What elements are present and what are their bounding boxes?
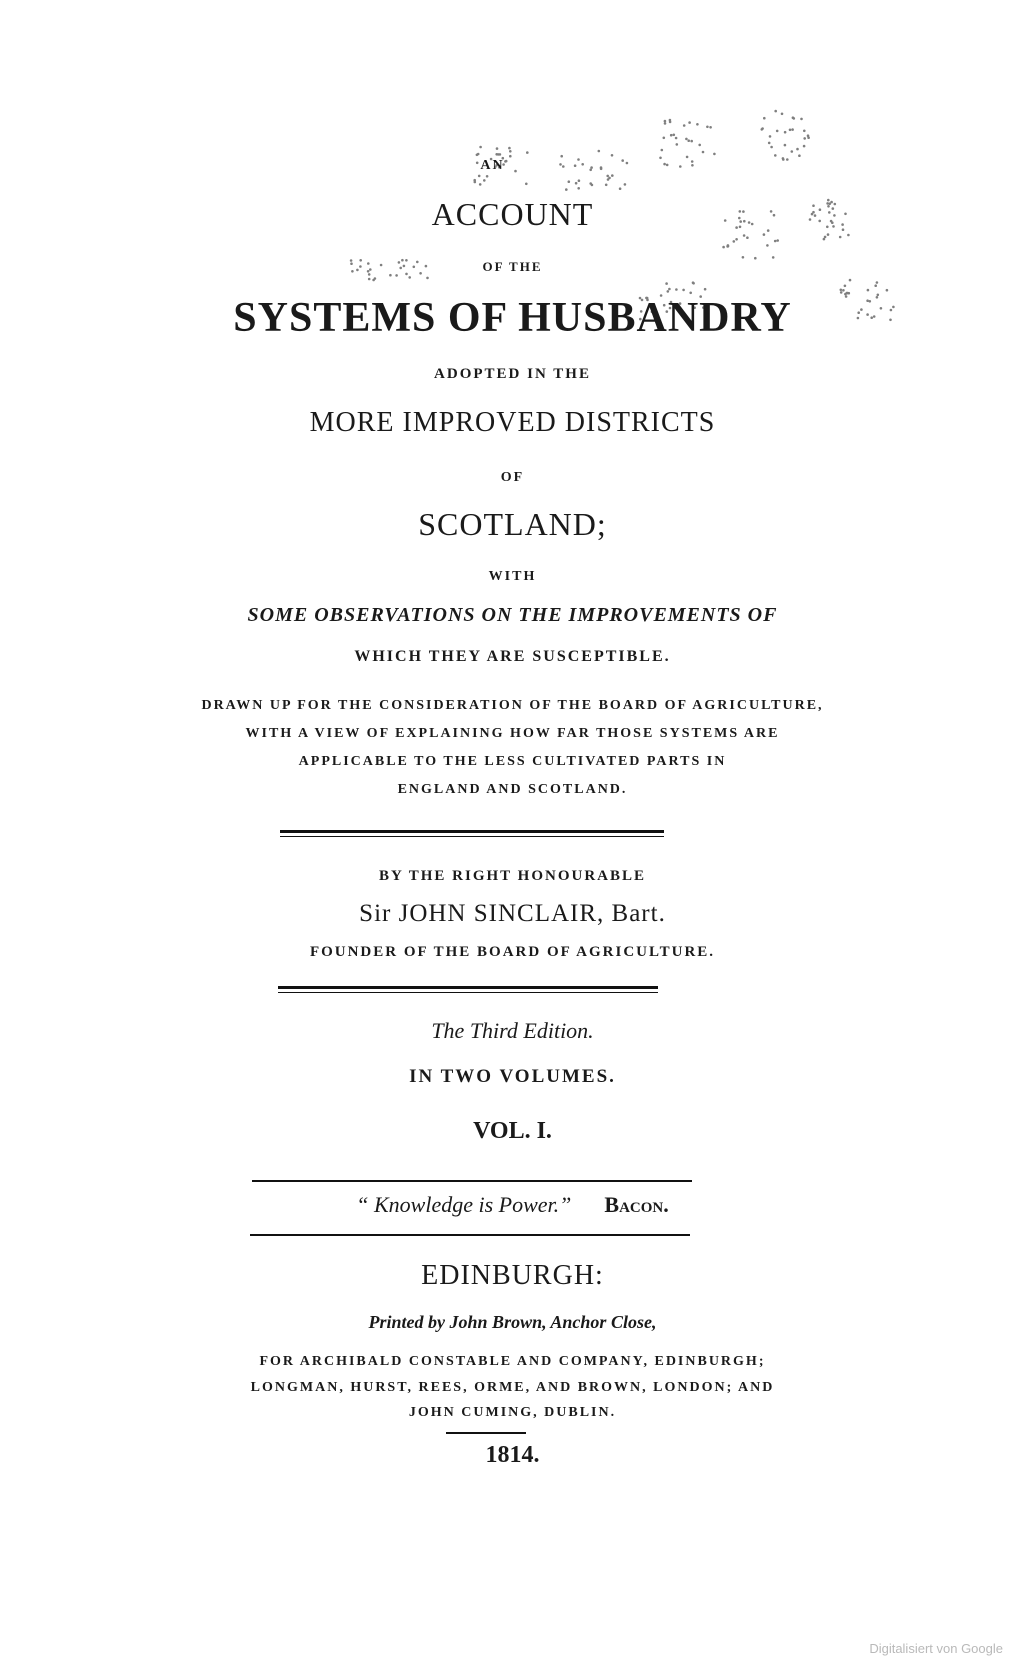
by-line: BY THE RIGHT HONOURABLE — [378, 868, 647, 884]
author-name: Sir JOHN SINCLAIR, Bart. — [359, 900, 666, 927]
digitization-watermark: Digitalisiert von Google — [869, 1641, 1003, 1656]
title-of-the: OF THE — [482, 259, 543, 274]
imprint-printer: Printed by John Brown, Anchor Close, — [368, 1312, 657, 1332]
drawn-line-3: APPLICABLE TO THE LESS CULTIVATED PARTS IN — [298, 754, 727, 769]
imprint-city: EDINBURGH: — [421, 1260, 604, 1291]
title-observations: SOME OBSERVATIONS ON THE IMPROVEMENTS OF — [247, 604, 778, 626]
title-adopted: ADOPTED IN THE — [434, 366, 591, 382]
drawn-line-1: DRAWN UP FOR THE CONSIDERATION OF THE BOARD OF AGRICULTURE, — [201, 698, 824, 713]
title-scotland: SCOTLAND; — [418, 506, 607, 542]
drawn-line-2: WITH A VIEW OF EXPLAINING HOW FAR THOSE SYSTEMS ARE — [245, 726, 780, 741]
title-systems: SYSTEMS OF HUSBANDRY — [233, 295, 792, 341]
divider-3 — [252, 1180, 692, 1182]
motto-author: Bacon. — [604, 1192, 669, 1217]
founder-line: FOUNDER OF THE BOARD OF AGRICULTURE. — [309, 944, 716, 960]
volume-number: VOL. I. — [473, 1118, 552, 1144]
title-an: AN — [480, 158, 505, 173]
title-districts: MORE IMPROVED DISTRICTS — [309, 407, 716, 438]
motto-line — [0, 1192, 1025, 1218]
drawn-line-4: ENGLAND AND SCOTLAND. — [397, 782, 628, 797]
divider-5 — [446, 1432, 526, 1434]
publisher-line-1: FOR ARCHIBALD CONSTABLE AND COMPANY, EDINBURGH; — [259, 1354, 766, 1369]
title-with: WITH — [488, 569, 537, 584]
divider-2-bottom — [278, 992, 658, 993]
motto: “ Knowledge is Power.” — [356, 1192, 572, 1217]
imprint-year: 1814. — [485, 1442, 540, 1468]
divider-1-top — [280, 830, 664, 833]
title-susceptible: WHICH THEY ARE SUSCEPTIBLE. — [354, 648, 671, 665]
publisher-line-3: JOHN CUMING, DUBLIN. — [408, 1405, 617, 1420]
divider-4 — [250, 1234, 690, 1236]
edition: The Third Edition. — [431, 1018, 594, 1043]
divider-2-top — [278, 986, 658, 989]
volumes: IN TWO VOLUMES. — [409, 1066, 616, 1087]
title-account: ACCOUNT — [431, 196, 594, 232]
divider-1-bottom — [280, 836, 664, 837]
title-of: OF — [500, 470, 525, 485]
publisher-line-2: LONGMAN, HURST, REES, ORME, AND BROWN, LONDON; AND — [250, 1380, 775, 1395]
